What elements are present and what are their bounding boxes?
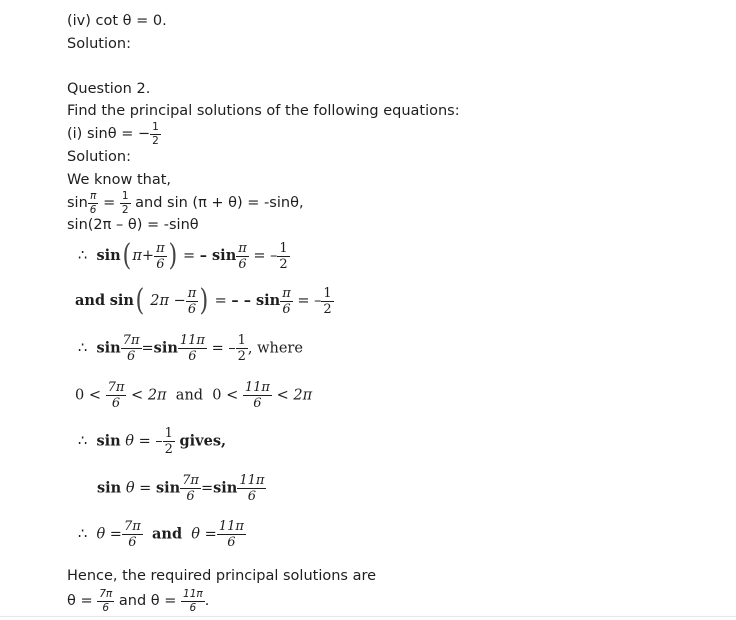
step-2-equation: and sin( 2π − $\frac{\pi}{6}$ ) = – – sin $\frac{\pi}{6}$ = – $\frac{1}{2}$	[75, 283, 332, 318]
part-iv-line: (iv) cot θ = 0.	[67, 13, 167, 29]
fraction-half: $\frac{1}{2}$	[152, 121, 159, 147]
solution-label-2: Solution:	[67, 149, 131, 165]
solution-label: Solution:	[67, 36, 131, 52]
step-3-equation: ∴ sin $\frac{7\pi}{6}$ =sin $\frac{11\pi}{6}$ = – $\frac{1}{2}$ , where	[78, 333, 303, 364]
identity-line-2: sin(2π – θ) = -sinθ	[67, 217, 199, 233]
part-i-prefix: (i) sinθ = −	[67, 126, 151, 142]
identity-line-1: sin $\frac{\pi}{6}$ = $\frac{1}{2}$ and sin (π + θ) = -sinθ,	[67, 190, 304, 216]
conclusion-answer: θ = $\frac{7\pi}{6}$ and θ = $\frac{11\pi}{6}$ .	[67, 588, 210, 614]
step-4-inequality: 0 < $\frac{7\pi}{6}$ < 2π and 0 < $\frac{11\pi}{6}$ < 2π	[75, 380, 313, 411]
step-7-equation: ∴ θ = $\frac{7\pi}{6}$ and θ = $\frac{11\pi}{6}$	[78, 519, 244, 550]
bottom-divider	[0, 616, 736, 617]
step-5-equation: ∴ sin θ = – $\frac{1}{2}$ gives,	[78, 426, 227, 457]
question-title: Question 2.	[67, 81, 151, 97]
conclusion-text: Hence, the required principal solutions are	[67, 568, 377, 584]
step-1-equation: ∴ sin(π+ $\frac{\pi}{6}$ ) = – sin $\frac{\pi}{6}$ = – $\frac{1}{2}$	[78, 238, 288, 273]
step-6-equation: sin θ = sin $\frac{7\pi}{6}$ =sin $\frac{11\pi}{6}$	[97, 473, 265, 504]
know-that-line: We know that,	[67, 172, 171, 188]
question-prompt: Find the principal solutions of the following equations:	[67, 103, 460, 119]
part-i-line	[67, 122, 161, 146]
